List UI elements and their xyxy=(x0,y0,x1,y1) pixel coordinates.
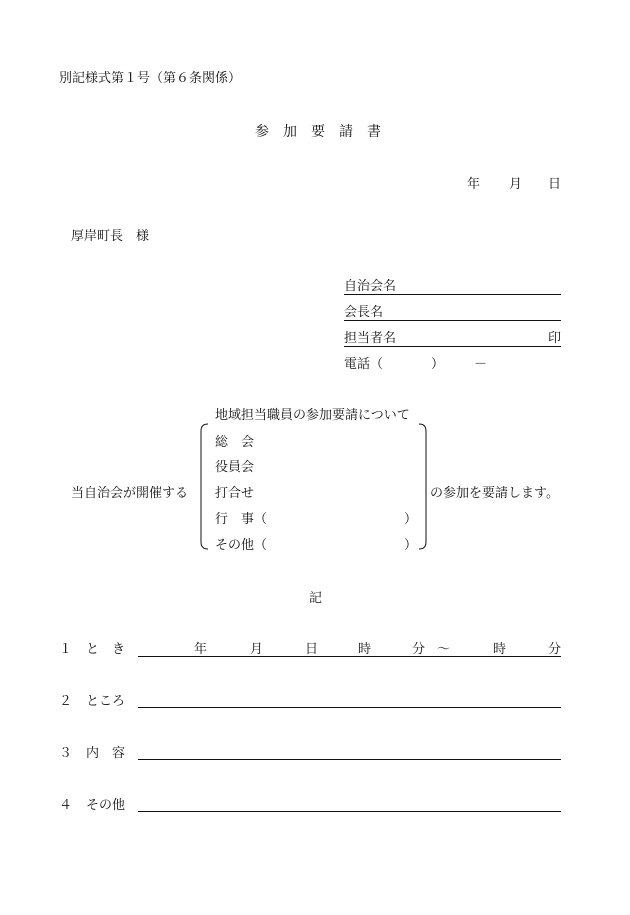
other-detail-field[interactable] xyxy=(278,535,400,553)
contact-person-label: 担当者名 xyxy=(344,331,397,346)
option-other[interactable]: その他（ xyxy=(215,538,268,553)
phone-label: 電話（ xyxy=(344,357,384,372)
option-event[interactable]: 行 事（ xyxy=(215,512,268,527)
request-tail-text: の参加を要請します。 xyxy=(430,486,559,501)
request-lead-text: 当自治会が開催する xyxy=(71,486,189,501)
item-3-label: 内 容 xyxy=(86,746,126,761)
place-field[interactable] xyxy=(138,691,561,708)
date-month-label: 月 xyxy=(509,177,523,192)
time-minute-field[interactable] xyxy=(374,638,410,656)
right-bracket xyxy=(417,423,429,550)
seal-mark: 印 xyxy=(548,331,562,346)
time-month-unit: 月 xyxy=(250,642,264,657)
time-hour-field[interactable] xyxy=(320,638,356,656)
addressee: 厚岸町長 様 xyxy=(71,229,150,244)
contact-person-field[interactable] xyxy=(344,330,561,347)
option-general-meeting[interactable]: 総 会 xyxy=(215,435,255,450)
other-field[interactable] xyxy=(138,795,561,812)
time-minute2-unit: 分 xyxy=(548,642,562,657)
phone-exchange-field[interactable] xyxy=(448,354,472,372)
date-day-label: 日 xyxy=(548,177,562,192)
time-hour2-field[interactable] xyxy=(455,638,491,656)
time-range-tilde: ～ xyxy=(437,642,451,657)
association-name-field[interactable] xyxy=(344,278,561,295)
time-minute2-field[interactable] xyxy=(510,638,546,656)
phone-paren-close: ） xyxy=(431,357,445,372)
time-year-unit: 年 xyxy=(194,642,208,657)
date-year-label: 年 xyxy=(467,177,481,192)
time-month-field[interactable] xyxy=(210,638,246,656)
association-name-label: 自治会名 xyxy=(344,279,397,294)
time-hour2-unit: 時 xyxy=(493,642,507,657)
time-day-unit: 日 xyxy=(305,642,319,657)
item-4-label: その他 xyxy=(86,798,126,813)
event-detail-field[interactable] xyxy=(278,509,400,527)
form-number: 別記様式第１号（第６条関係） xyxy=(59,71,242,86)
phone-dash: － xyxy=(474,357,488,372)
time-year-field[interactable] xyxy=(140,638,190,656)
item-1-number: １ xyxy=(59,642,73,657)
item-2-label: ところ xyxy=(86,694,126,709)
ki-mark: 記 xyxy=(309,591,323,606)
chairperson-name-field[interactable] xyxy=(344,304,561,321)
option-event-close: ） xyxy=(404,512,418,527)
phone-area-field[interactable] xyxy=(370,354,428,372)
content-field[interactable] xyxy=(138,743,561,760)
time-day-field[interactable] xyxy=(266,638,302,656)
item-2-number: ２ xyxy=(59,694,73,709)
option-other-close: ） xyxy=(404,538,418,553)
item-4-number: ４ xyxy=(59,798,73,813)
phone-number-field[interactable] xyxy=(490,354,560,372)
document-title: 参 加 要 請 書 xyxy=(255,124,381,140)
left-bracket xyxy=(198,423,210,550)
time-hour-unit: 時 xyxy=(358,642,372,657)
option-consultation[interactable]: 打合せ xyxy=(215,486,255,501)
option-officers-meeting[interactable]: 役員会 xyxy=(215,460,255,475)
item-3-number: ３ xyxy=(59,746,73,761)
request-heading: 地域担当職員の参加要請について xyxy=(215,408,410,423)
item-1-label: と き xyxy=(86,642,126,657)
chairperson-name-label: 会長名 xyxy=(344,305,384,320)
time-minute-unit: 分 xyxy=(412,642,426,657)
